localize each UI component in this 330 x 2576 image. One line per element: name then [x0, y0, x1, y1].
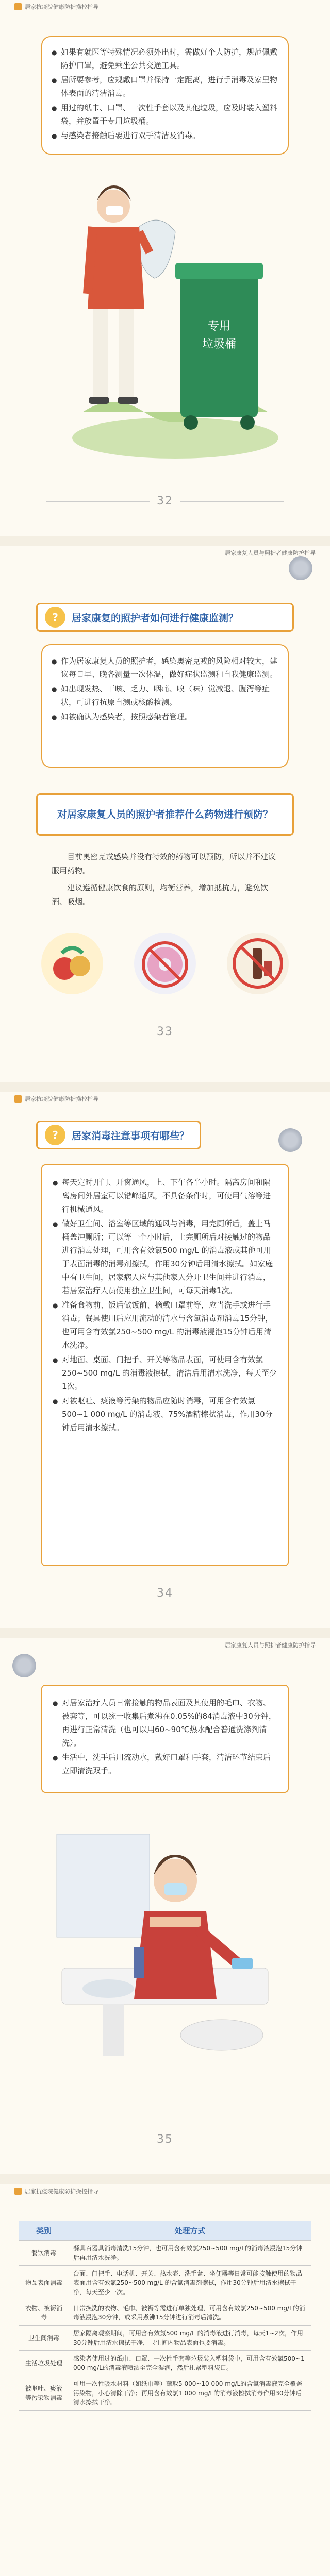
bullet-item: ● 生活中，洗手后用流动水，戴好口罩和手套，清洁环节结束后立即清洗双手。 — [53, 1751, 277, 1777]
question-title: 对居家康复人员的照护者推荐什么药物进行预防？ — [36, 793, 294, 836]
question-title: ? 居家康复的照护者如何进行健康监测？ — [36, 603, 294, 632]
table-header: 类别 — [19, 2221, 69, 2241]
answer-text: 目前奥密克戎感染并没有特效的药物可以预防，所以并不建议服用药物。 建议遵循健康饮食的原则，均衡营养，增加抵抗力，避免饮酒、吸烟。 — [52, 852, 276, 906]
page-header — [0, 1092, 330, 1106]
bullet-item: ● 如果有就医等特殊情况必须外出时，需做好个人防护，规范佩戴防护口罩，避免乘坐公共交通工具。 — [52, 45, 278, 72]
page-34 — [0, 1092, 330, 1628]
bullet-item: ● 对居家治疗人员日常接触的物品表面及其使用的毛巾、衣物、被套等，可以统一收集后煮沸在0.05%的84消毒液中30分钟，再进行正常清洗（也可以用60~90℃热水配合普通洗涤剂清洗）。 — [53, 1696, 277, 1750]
bullet-icon: ● — [52, 714, 57, 721]
bullet-icon: ● — [52, 132, 57, 140]
table-row: 物品表面消毒 台面、门把手、电话机、开关、热水壶、洗手盆、坐便器等日常可能接触使用的物品表面用含有效氯250~500 mg/L 的含氯消毒剂擦拭，作用30分钟后用清水擦拭干净，每天至少一次。 — [19, 2266, 311, 2300]
bullet-icon: ● — [53, 1398, 58, 1405]
virus-icon — [12, 1654, 36, 1677]
bullet-item: ● 居所要参考，应规戴口罩并保持一定距离，进行手消毒及家里物体表面的清洁消毒。 — [52, 73, 278, 100]
table-row: 被呕吐、痰液等污染物消毒 可用一次性吸水材料（如纸巾等）蘸取5 000~10 000 mg/L的含氯消毒液完全覆盖污染物，小心清除干净；再用含有效氯1 000 mg/L的消毒液擦拭消毒作用30分钟后清水擦拭干净。 — [19, 2376, 311, 2411]
bullet-item: ● 准备食物前、饭后做饭前、摘戴口罩前等，应当洗手或进行手消毒；餐具使用后应用流动的清水与含氯消毒剂消毒15分钟，也可用含有效氯250~500 mg/L 的消毒液浸泡15分钟后用清水洗净。 — [53, 1298, 277, 1352]
bullet-icon: ● — [53, 1179, 58, 1187]
bullet-item: ● 做好卫生间、浴室等区域的通风与消毒，用完厕所后，盖上马桶盖冲厕所；可以等一个小时后，上完厕所后对接触过的物品进行消毒处理，可用含有效氯500 mg/L 的消毒液或其他可用于表面消毒的消毒剂擦拭，作用30分钟后用清水擦拭。如家庭中有卫生间，居家病人应与其他家人分开卫生间并进行消毒，若居家治疗人员使用独立卫生间，可每天消毒1次。 — [53, 1217, 277, 1297]
virus-icon — [278, 1128, 302, 1152]
header-title: 居家抗疫院健康防护操控指导 — [25, 1096, 98, 1103]
bullet-item: ● 对地面、桌面、门把手、开关等物品表面，可使用含有效氯250~500 mg/L 的消毒液擦拭，清洁后用清水洗净，每天至少1次。 — [53, 1353, 277, 1393]
svg-text:垃圾桶: 垃圾桶 — [202, 338, 237, 351]
bullet-card — [41, 644, 289, 768]
bullet-item: ● 与感染者接触后要进行双手清洁及消毒。 — [52, 129, 278, 143]
table-row: 卫生间消毒 居家隔离观察期间，可用含有效氯500 mg/L 的消毒液进行消毒，每天1~2次，作用30分钟后用清水擦拭干净，卫生间内物品表面也要消毒。 — [19, 2326, 311, 2351]
page-number: 34 — [0, 1587, 330, 1600]
donut-icon — [134, 933, 196, 994]
bullet-icon: ● — [52, 49, 57, 56]
bullet-icon: ● — [52, 686, 57, 693]
header-mark-icon — [14, 3, 22, 10]
bullet-icon: ● — [53, 1357, 58, 1364]
header-title: 居家康复人员与照护者健康防护指导 — [225, 1642, 316, 1649]
bullet-item: ● 用过的纸巾、口罩、一次性手套以及其他垃圾，应及时装入塑料袋，并放置于专用垃圾桶。 — [52, 101, 278, 128]
bullet-icon: ● — [52, 105, 57, 112]
header-title: 居家抗疫院健康防护操控指导 — [25, 2188, 98, 2195]
bullet-icon: ● — [53, 1221, 58, 1228]
page-number: 32 — [0, 495, 330, 507]
disinfection-table — [19, 2221, 311, 2411]
bullet-icon: ● — [52, 77, 57, 84]
cleaning-illustration — [46, 1814, 284, 2081]
bullet-item: ● 每天定时开门、开窗通风，上、下午各半小时。隔离房间和隔离房间外居室可以错峰通风，不具备条件时，可使用气溶等进行机械通风。 — [53, 1176, 277, 1216]
healthy-food-icon — [41, 933, 103, 994]
header-title: 居家抗疫院健康防护操控指导 — [25, 4, 98, 10]
page-header — [0, 546, 330, 560]
header-title: 居家康复人员与照护者健康防护指导 — [225, 550, 316, 556]
header-mark-icon — [14, 2188, 22, 2195]
table-row: 衣物、被褥消毒 日常换洗的衣物、毛巾、被褥等需进行单独处理，可用含有效氯250~500 mg/L的消毒液浸泡30分钟，或采用煮沸15分钟进行消毒后清洗。 — [19, 2300, 311, 2326]
bullet-card — [41, 1164, 289, 1566]
page-33 — [0, 546, 330, 1082]
bullet-item: ● 如被确认为感染者，按照感染者管理。 — [52, 710, 278, 724]
bullet-icon: ● — [52, 658, 57, 665]
page-35 — [0, 1638, 330, 2174]
page-32 — [0, 0, 330, 536]
bullet-card — [41, 36, 289, 155]
bullet-card — [41, 1685, 289, 1793]
bullet-item: ● 对被呕吐、痰液等污染的物品应随时消毒，可用含有效氯500~1 000 mg/L 的消毒液、75%酒精擦拭消毒，作用30分钟后用清水擦拭。 — [53, 1394, 277, 1434]
bullet-icon: ● — [53, 1754, 58, 1761]
page-header — [0, 1638, 330, 1652]
table-header: 处理方式 — [69, 2221, 311, 2241]
bullet-icon: ● — [53, 1700, 58, 1707]
page-header — [0, 0, 330, 13]
table-row: 餐饮消毒 餐具百器具消毒清洗15分钟，也可用含有效氯250~500 mg/L的消毒液浸泡15分钟后再用清水洗净。 — [19, 2241, 311, 2266]
no-alcohol-icon — [227, 933, 289, 994]
question-mark-icon: ? — [45, 1125, 65, 1145]
question-mark-icon: ? — [45, 607, 65, 628]
trash-disposal-illustration — [62, 170, 278, 469]
bin-label-1: 专用 — [207, 320, 231, 333]
table-row: 生活垃圾处理 感染者使用过的纸巾、口罩、一次性手套等垃圾装入塑料袋中，可用含有效氯500~1 000 mg/L的消毒液喷洒至完全湿润，然后扎紧塑料袋口。 — [19, 2351, 311, 2376]
bullet-icon: ● — [53, 1302, 58, 1309]
bullet-item: ● 作为居家康复人员的照护者，感染奥密克戎的风险相对较大，建议每日早、晚各测量一次体温，做好症状监测和自我健康监测。 — [52, 654, 278, 681]
page-header — [0, 2184, 330, 2198]
question-title: ? 居家消毒注意事项有哪些？ — [36, 1121, 201, 1149]
header-mark-icon — [14, 1095, 22, 1103]
page-number: 35 — [0, 2133, 330, 2146]
page-number: 33 — [0, 1025, 330, 1038]
virus-icon — [289, 556, 312, 580]
bullet-item: ● 如出现发热、干咳、乏力、咽痛、嗅（味）觉减退、腹泻等症状，可进行抗原自测或核酸检测。 — [52, 682, 278, 709]
page-36 — [0, 2184, 330, 2576]
